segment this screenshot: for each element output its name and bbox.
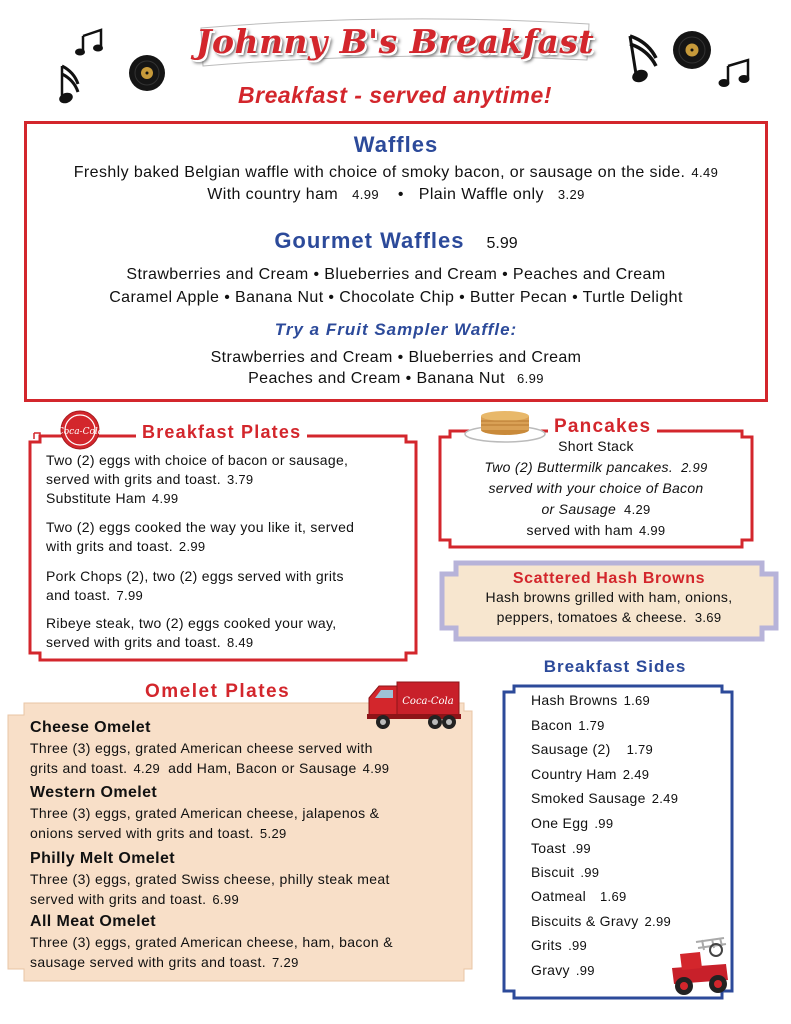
fruit-sampler-line-2 <box>27 370 765 388</box>
item-price: 2.99 <box>178 539 206 554</box>
hash-browns-section <box>438 560 780 642</box>
item-price: 7.29 <box>271 955 299 970</box>
item-line: Ribeye steak, two (2) eggs cooked your way, <box>46 615 337 631</box>
side-price: 1.79 <box>578 718 605 733</box>
music-note-icon <box>52 62 86 106</box>
fruit-sampler-line-1: Strawberries and Cream • Blueberries and Cream <box>210 349 582 366</box>
gourmet-flavors-line-1: Strawberries and Cream • Blueberries and Cream • Peaches and Cream <box>126 266 666 283</box>
item-line: served with grits and toast. <box>46 634 221 650</box>
waffle-belgian-text: Freshly baked Belgian waffle with choice of smoky bacon, or sausage on the side. <box>73 164 686 181</box>
fruit-sampler-line-2-text: Peaches and Cream • Banana Nut <box>248 370 505 387</box>
fruit-sampler-price: 6.99 <box>516 371 544 386</box>
waffle-belgian-line <box>27 164 765 182</box>
omelet-name: Western Omelet <box>30 784 158 801</box>
breakfast-plates-title: Breakfast Plates <box>136 422 307 443</box>
item-price: 3.69 <box>694 610 722 625</box>
item-line: Two (2) Buttermilk pancakes. <box>484 459 674 475</box>
side-price: .99 <box>568 938 588 953</box>
bullet-separator: • <box>397 186 404 203</box>
side-item <box>531 864 599 880</box>
side-price: 1.69 <box>623 693 651 708</box>
side-item <box>531 790 678 806</box>
item-line: Three (3) eggs, grated American cheese served with <box>30 740 373 756</box>
side-price: 2.49 <box>651 791 679 806</box>
waffle-ham-text: With country ham <box>207 186 339 203</box>
music-note-icon <box>75 28 107 56</box>
side-name: Gravy <box>531 962 570 978</box>
omelet-description <box>30 869 390 910</box>
side-price: .99 <box>594 816 614 831</box>
item-price: 4.99 <box>638 523 666 538</box>
breakfast-plate-item <box>46 451 348 508</box>
side-item <box>531 741 653 757</box>
side-item <box>531 962 595 978</box>
omelet-name: All Meat Omelet <box>30 913 157 930</box>
omelet-description <box>30 803 379 844</box>
item-price: 7.99 <box>116 588 144 603</box>
side-price: 2.99 <box>644 914 672 929</box>
omelet-description <box>30 932 393 973</box>
side-price: 1.79 <box>626 742 654 757</box>
hash-browns-title: Scattered Hash Browns <box>512 570 706 587</box>
gourmet-flavors-line-2: Caramel Apple • Banana Nut • Chocolate Chip • Butter Pecan • Turtle Delight <box>109 289 683 306</box>
breakfast-plate-item <box>46 614 336 652</box>
coca-cola-badge-text: Coca-Cola <box>56 427 104 437</box>
fire-truck-toy-icon <box>666 934 734 1000</box>
pancakes-line-3 <box>436 501 756 517</box>
waffle-ham-price: 4.99 <box>352 187 380 202</box>
side-item <box>531 815 613 831</box>
side-item <box>531 692 650 708</box>
breakfast-sides-title: Breakfast Sides <box>543 657 687 676</box>
item-line: grits and toast. <box>30 760 128 776</box>
gourmet-waffles-title: Gourmet Waffles <box>274 228 465 253</box>
side-name: Biscuit <box>531 864 575 880</box>
breakfast-plate-item <box>46 518 354 556</box>
item-line: Three (3) eggs, grated Swiss cheese, philly steak meat <box>30 871 390 887</box>
item-price: 5.29 <box>259 826 287 841</box>
vinyl-record-icon <box>128 54 166 92</box>
hash-browns-line-2 <box>438 609 780 625</box>
side-price: 2.49 <box>622 767 650 782</box>
omelet-plates-title: Omelet Plates <box>145 681 291 702</box>
item-price: 6.99 <box>212 892 240 907</box>
hash-browns-line-1: Hash browns grilled with ham, onions, <box>485 589 733 605</box>
music-note-icon <box>718 58 752 88</box>
side-item <box>531 937 587 953</box>
item-price: 4.29 <box>624 502 651 517</box>
item-price: 8.49 <box>226 635 254 650</box>
waffle-plain-price: 3.29 <box>557 187 585 202</box>
item-line: and toast. <box>46 587 111 603</box>
side-name: Toast <box>531 840 566 856</box>
side-item <box>531 888 627 904</box>
side-name: Sausage (2) <box>531 741 611 757</box>
item-line: served with ham <box>526 522 633 538</box>
item-price: 4.29 <box>133 761 161 776</box>
side-name: Biscuits & Gravy <box>531 913 639 929</box>
omelet-name: Cheese Omelet <box>30 719 151 736</box>
item-line: Three (3) eggs, grated American cheese, jalapenos & <box>30 805 380 821</box>
restaurant-title: Johnny B's Breakfast <box>195 22 595 61</box>
waffle-ham-plain-line <box>27 186 765 204</box>
item-price: 2.99 <box>681 460 708 475</box>
waffles-section <box>24 121 768 402</box>
coca-cola-badge-icon <box>56 410 104 450</box>
pancakes-title: Pancakes <box>548 416 657 438</box>
pancakes-line-4 <box>436 522 756 538</box>
waffles-title: Waffles <box>353 132 439 157</box>
item-price: 4.99 <box>151 491 179 506</box>
item-line: served with grits and toast. <box>46 471 221 487</box>
fruit-sampler-title: Try a Fruit Sampler Waffle: <box>274 320 518 339</box>
pancakes-line-2: served with your choice of Bacon <box>488 480 704 496</box>
item-line: onions served with grits and toast. <box>30 825 254 841</box>
item-extra: add Ham, Bacon or Sausage <box>168 760 357 776</box>
side-price: 1.69 <box>600 889 627 904</box>
item-line: peppers, tomatoes & cheese. <box>496 609 687 625</box>
pancakes-subtitle: Short Stack <box>558 438 634 454</box>
side-name: One Egg <box>531 815 589 831</box>
item-line: sausage served with grits and toast. <box>30 954 266 970</box>
omelet-description <box>30 738 389 779</box>
waffle-plain-text: Plain Waffle only <box>418 186 544 203</box>
side-name: Bacon <box>531 717 573 733</box>
music-note-icon <box>622 32 666 86</box>
truck-sign-text: Coca-Cola <box>402 696 454 707</box>
side-item <box>531 913 671 929</box>
item-line: Substitute Ham <box>46 490 146 506</box>
item-line: Three (3) eggs, grated American cheese, ham, bacon & <box>30 934 393 950</box>
side-item <box>531 717 605 733</box>
coca-cola-truck-icon <box>365 674 465 734</box>
item-line: served with grits and toast. <box>30 891 207 907</box>
item-line: Two (2) eggs with choice of bacon or sausage, <box>46 452 349 468</box>
item-line: or Sausage <box>541 501 617 517</box>
item-price: 3.79 <box>226 472 254 487</box>
waffle-belgian-price: 4.49 <box>691 165 719 180</box>
vinyl-record-icon <box>672 30 712 70</box>
title-banner <box>195 14 595 70</box>
pancakes-line-1 <box>436 459 756 475</box>
side-name: Grits <box>531 937 563 953</box>
item-line: with grits and toast. <box>46 538 173 554</box>
breakfast-plate-item <box>46 567 344 605</box>
pancake-stack-icon <box>463 404 547 444</box>
gourmet-waffles-price: 5.99 <box>486 235 518 252</box>
item-line: Pork Chops (2), two (2) eggs served with grits <box>46 568 344 584</box>
side-name: Oatmeal <box>531 888 587 904</box>
side-name: Smoked Sausage <box>531 790 646 806</box>
side-item <box>531 766 649 782</box>
pancakes-section <box>436 428 756 550</box>
omelet-name: Philly Melt Omelet <box>30 850 176 867</box>
side-item <box>531 840 591 856</box>
item-line: Two (2) eggs cooked the way you like it, served <box>46 519 355 535</box>
side-price: .99 <box>575 963 595 978</box>
side-price: .99 <box>580 865 600 880</box>
side-price: .99 <box>571 841 591 856</box>
item-price: 4.99 <box>362 761 390 776</box>
side-name: Country Ham <box>531 766 617 782</box>
menu-subtitle: Breakfast - served anytime! <box>238 82 552 108</box>
gourmet-waffles-heading <box>27 228 765 254</box>
side-name: Hash Browns <box>531 692 618 708</box>
